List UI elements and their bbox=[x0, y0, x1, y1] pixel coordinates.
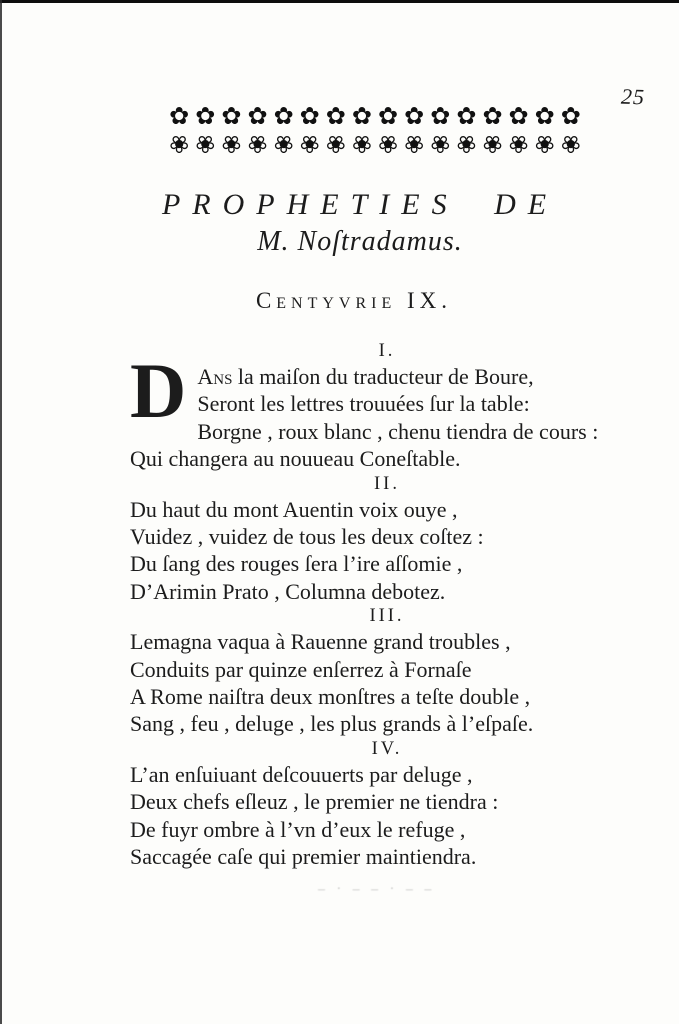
quatrain-4-numeral: IV. bbox=[371, 738, 403, 759]
quatrain-2-numeral: II. bbox=[374, 473, 400, 494]
verse-line: A Rome naiſtra deux monſtres a teſte double , bbox=[130, 684, 531, 710]
book-title: PROPHETIES DE bbox=[161, 188, 559, 221]
show-through-artifact: – · – – · – – bbox=[318, 882, 436, 897]
ornament-band bbox=[134, 104, 622, 156]
fleuron-row-icon: ✿✿✿✿✿✿✿✿✿✿✿✿✿✿✿✿ bbox=[169, 104, 587, 130]
verse-line: Deux chefs eſleuz , le premier ne tiendra : bbox=[130, 789, 499, 815]
scan-edge-left bbox=[0, 0, 2, 1024]
verse-line: Qui changera au nouueau Coneſtable. bbox=[130, 446, 461, 472]
verse-line: Borgne , roux blanc , chenu tiendra de cours : bbox=[197, 418, 599, 444]
quatrain-4 bbox=[130, 738, 608, 871]
quatrain-1-verse bbox=[130, 347, 608, 473]
fleuron-row-inverted-icon: ❀❀❀❀❀❀❀❀❀❀❀❀❀❀❀❀ bbox=[169, 130, 587, 156]
author-line: M. Noſtradamus. bbox=[257, 226, 463, 257]
quatrain-3 bbox=[130, 605, 608, 738]
page-number: 25 bbox=[620, 83, 646, 110]
verse-line: Seront les lettres trouuées ſur la table: bbox=[197, 391, 530, 417]
verse-line: Sang , feu , deluge , les plus grands à l’eſpaſe. bbox=[130, 711, 534, 737]
quatrain-3-numeral: III. bbox=[369, 606, 405, 627]
century-heading: Centyvrie IX. bbox=[255, 288, 453, 313]
verse-line: De fuyr ombre à l’vn d’eux le refuge , bbox=[130, 816, 466, 842]
drop-cap-letter: D bbox=[130, 347, 187, 434]
quatrains-block bbox=[130, 340, 608, 871]
verse-line: Lemagna vaqua à Rauenne grand troubles , bbox=[130, 629, 511, 655]
verse-line: Conduits par quinze enſerrez à Fornaſe bbox=[130, 656, 472, 682]
quatrain-1-numeral: I. bbox=[378, 341, 396, 361]
verse-line: L’an enſuiuant deſcouuerts par deluge , bbox=[130, 761, 473, 787]
verse-line: Du ſang des rouges ſera l’ire aſſomie , bbox=[130, 551, 463, 577]
verse-line-text: la maiſon du traducteur de Boure, bbox=[232, 364, 534, 389]
lead-word: Ans bbox=[197, 364, 233, 389]
verse-line: Saccagée caſe qui premier maintiendra. bbox=[130, 844, 477, 870]
verse-line bbox=[130, 363, 608, 390]
scan-edge-top bbox=[0, 0, 679, 3]
quatrain-1 bbox=[130, 340, 608, 473]
verse-line: Du haut du mont Auentin voix ouye , bbox=[130, 496, 458, 522]
quatrain-2 bbox=[130, 473, 608, 606]
verse-line: Vuidez , vuidez de tous les deux coſtez : bbox=[130, 524, 484, 550]
verse-line: D’Arimin Prato , Columna debotez. bbox=[130, 578, 446, 604]
